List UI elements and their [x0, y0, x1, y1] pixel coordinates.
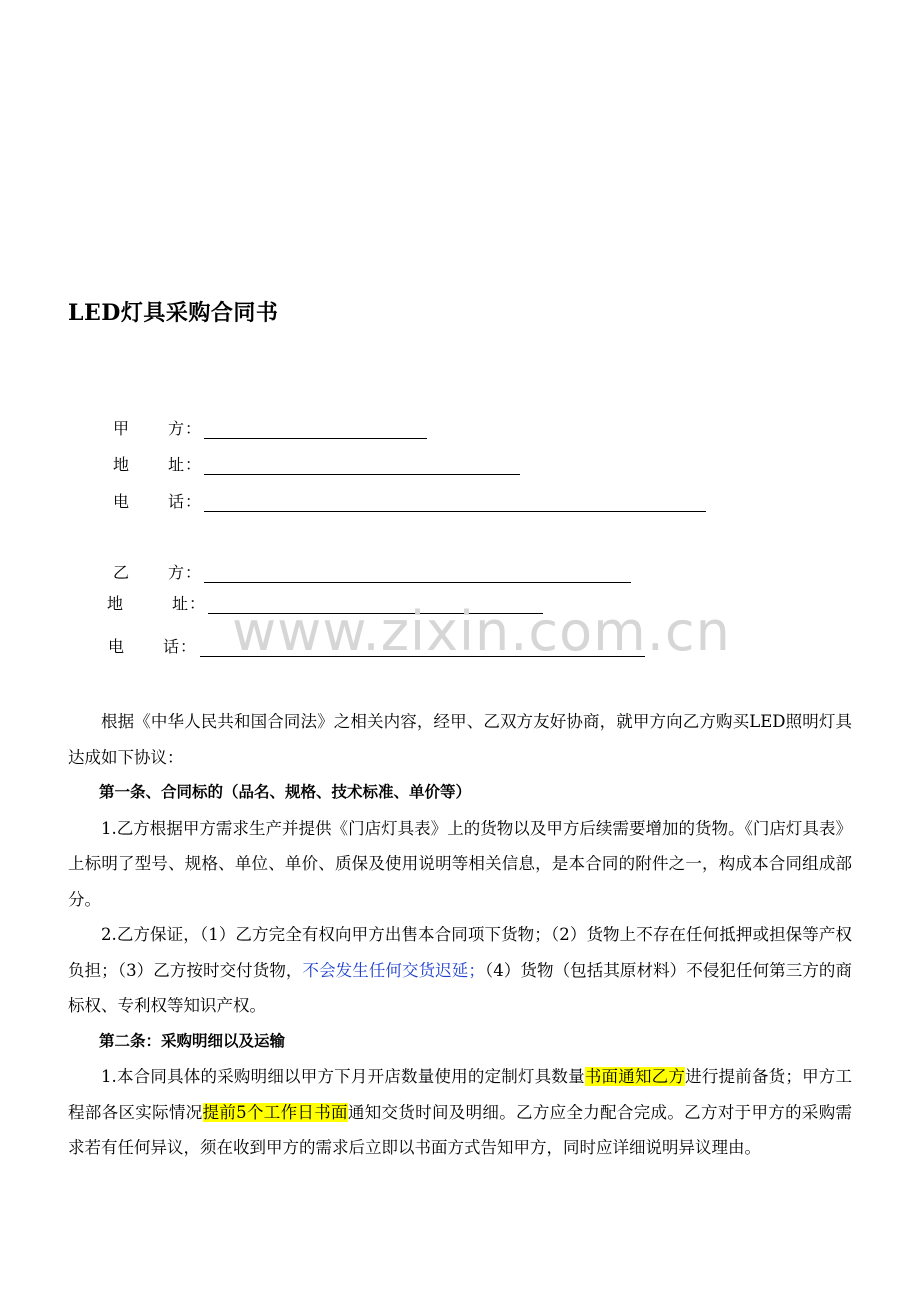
label-char: 电 [108, 637, 125, 656]
blue-emphasis-text: 不会发生任何交货迟延； [302, 960, 485, 980]
label-char: 址 [168, 455, 185, 474]
document-title: LED灯具采购合同书 [68, 300, 279, 326]
colon: ： [185, 492, 202, 511]
fill-in-line[interactable] [204, 511, 706, 512]
label-char: 址 [172, 594, 189, 613]
label-char: 方 [168, 419, 185, 438]
article-2-clause-1 [68, 1059, 852, 1166]
clause-text: （4）货物（包括其原材料）不侵犯任何第三方的商标权、专利权等知识产权。 [68, 960, 853, 1015]
fill-in-line[interactable] [204, 582, 631, 583]
fill-in-line[interactable] [204, 474, 520, 475]
clause-text: 2.乙方保证，（1）乙方完全有权向甲方出售本合同项下货物；（2）货物上不存在任何抵押或担保等产权负担；（3）乙方按时交付货物， [68, 925, 852, 980]
fill-in-line[interactable] [200, 656, 645, 657]
label-char: 电 [113, 492, 130, 511]
article-1-clause-2 [68, 917, 852, 1024]
label-char: 地 [113, 455, 130, 474]
clause-text: 1.本合同具体的采购明细以甲方下月开店数量使用的定制灯具数量 [101, 1067, 585, 1086]
colon: ： [189, 594, 206, 613]
article-2-heading: 第二条：采购明细以及运输 [99, 1031, 286, 1050]
label-char: 甲 [113, 419, 130, 438]
clause-text: 通知交货时间及明细。乙方应全力配合完成。乙方对于甲方的采购需求若有任何异议，须在收到甲方的需求后立即以书面方式告知甲方，同时应详细说明异议理由。 [68, 1102, 853, 1157]
colon: ： [185, 455, 202, 474]
contract-body [68, 704, 852, 1166]
fill-in-line[interactable] [204, 438, 427, 439]
label-char: 地 [107, 594, 124, 613]
article-1-heading: 第一条、合同标的（品名、规格、技术标准、单价等） [99, 783, 472, 801]
watermark: www.zixin.com.cn [232, 600, 731, 663]
intro-paragraph: 根据《中华人民共和国合同法》之相关内容，经甲、乙双方友好协商，就甲方向乙方购买LED照明灯具达成如下协议： [68, 712, 852, 767]
colon: ： [185, 419, 202, 438]
clause-text: 进行提前备货；甲方工程部各区实际情况 [68, 1067, 853, 1122]
label-char: 话 [168, 492, 185, 511]
label-char: 乙 [113, 563, 130, 582]
label-char: 方 [168, 563, 185, 582]
colon: ： [180, 637, 197, 656]
highlighted-text: 提前5个工作日书面 [202, 1102, 348, 1122]
label-char: 话 [163, 637, 180, 656]
colon: ： [185, 563, 202, 582]
article-1-clause-1: 1.乙方根据甲方需求生产并提供《门店灯具表》上的货物以及甲方后续需要增加的货物。《门店灯具表》上标明了型号、规格、单位、单价、质保及使用说明等相关信息，是本合同的附件之一，构成本合同组成部分。 [68, 818, 852, 909]
highlighted-text: 书面通知乙方 [584, 1067, 686, 1086]
